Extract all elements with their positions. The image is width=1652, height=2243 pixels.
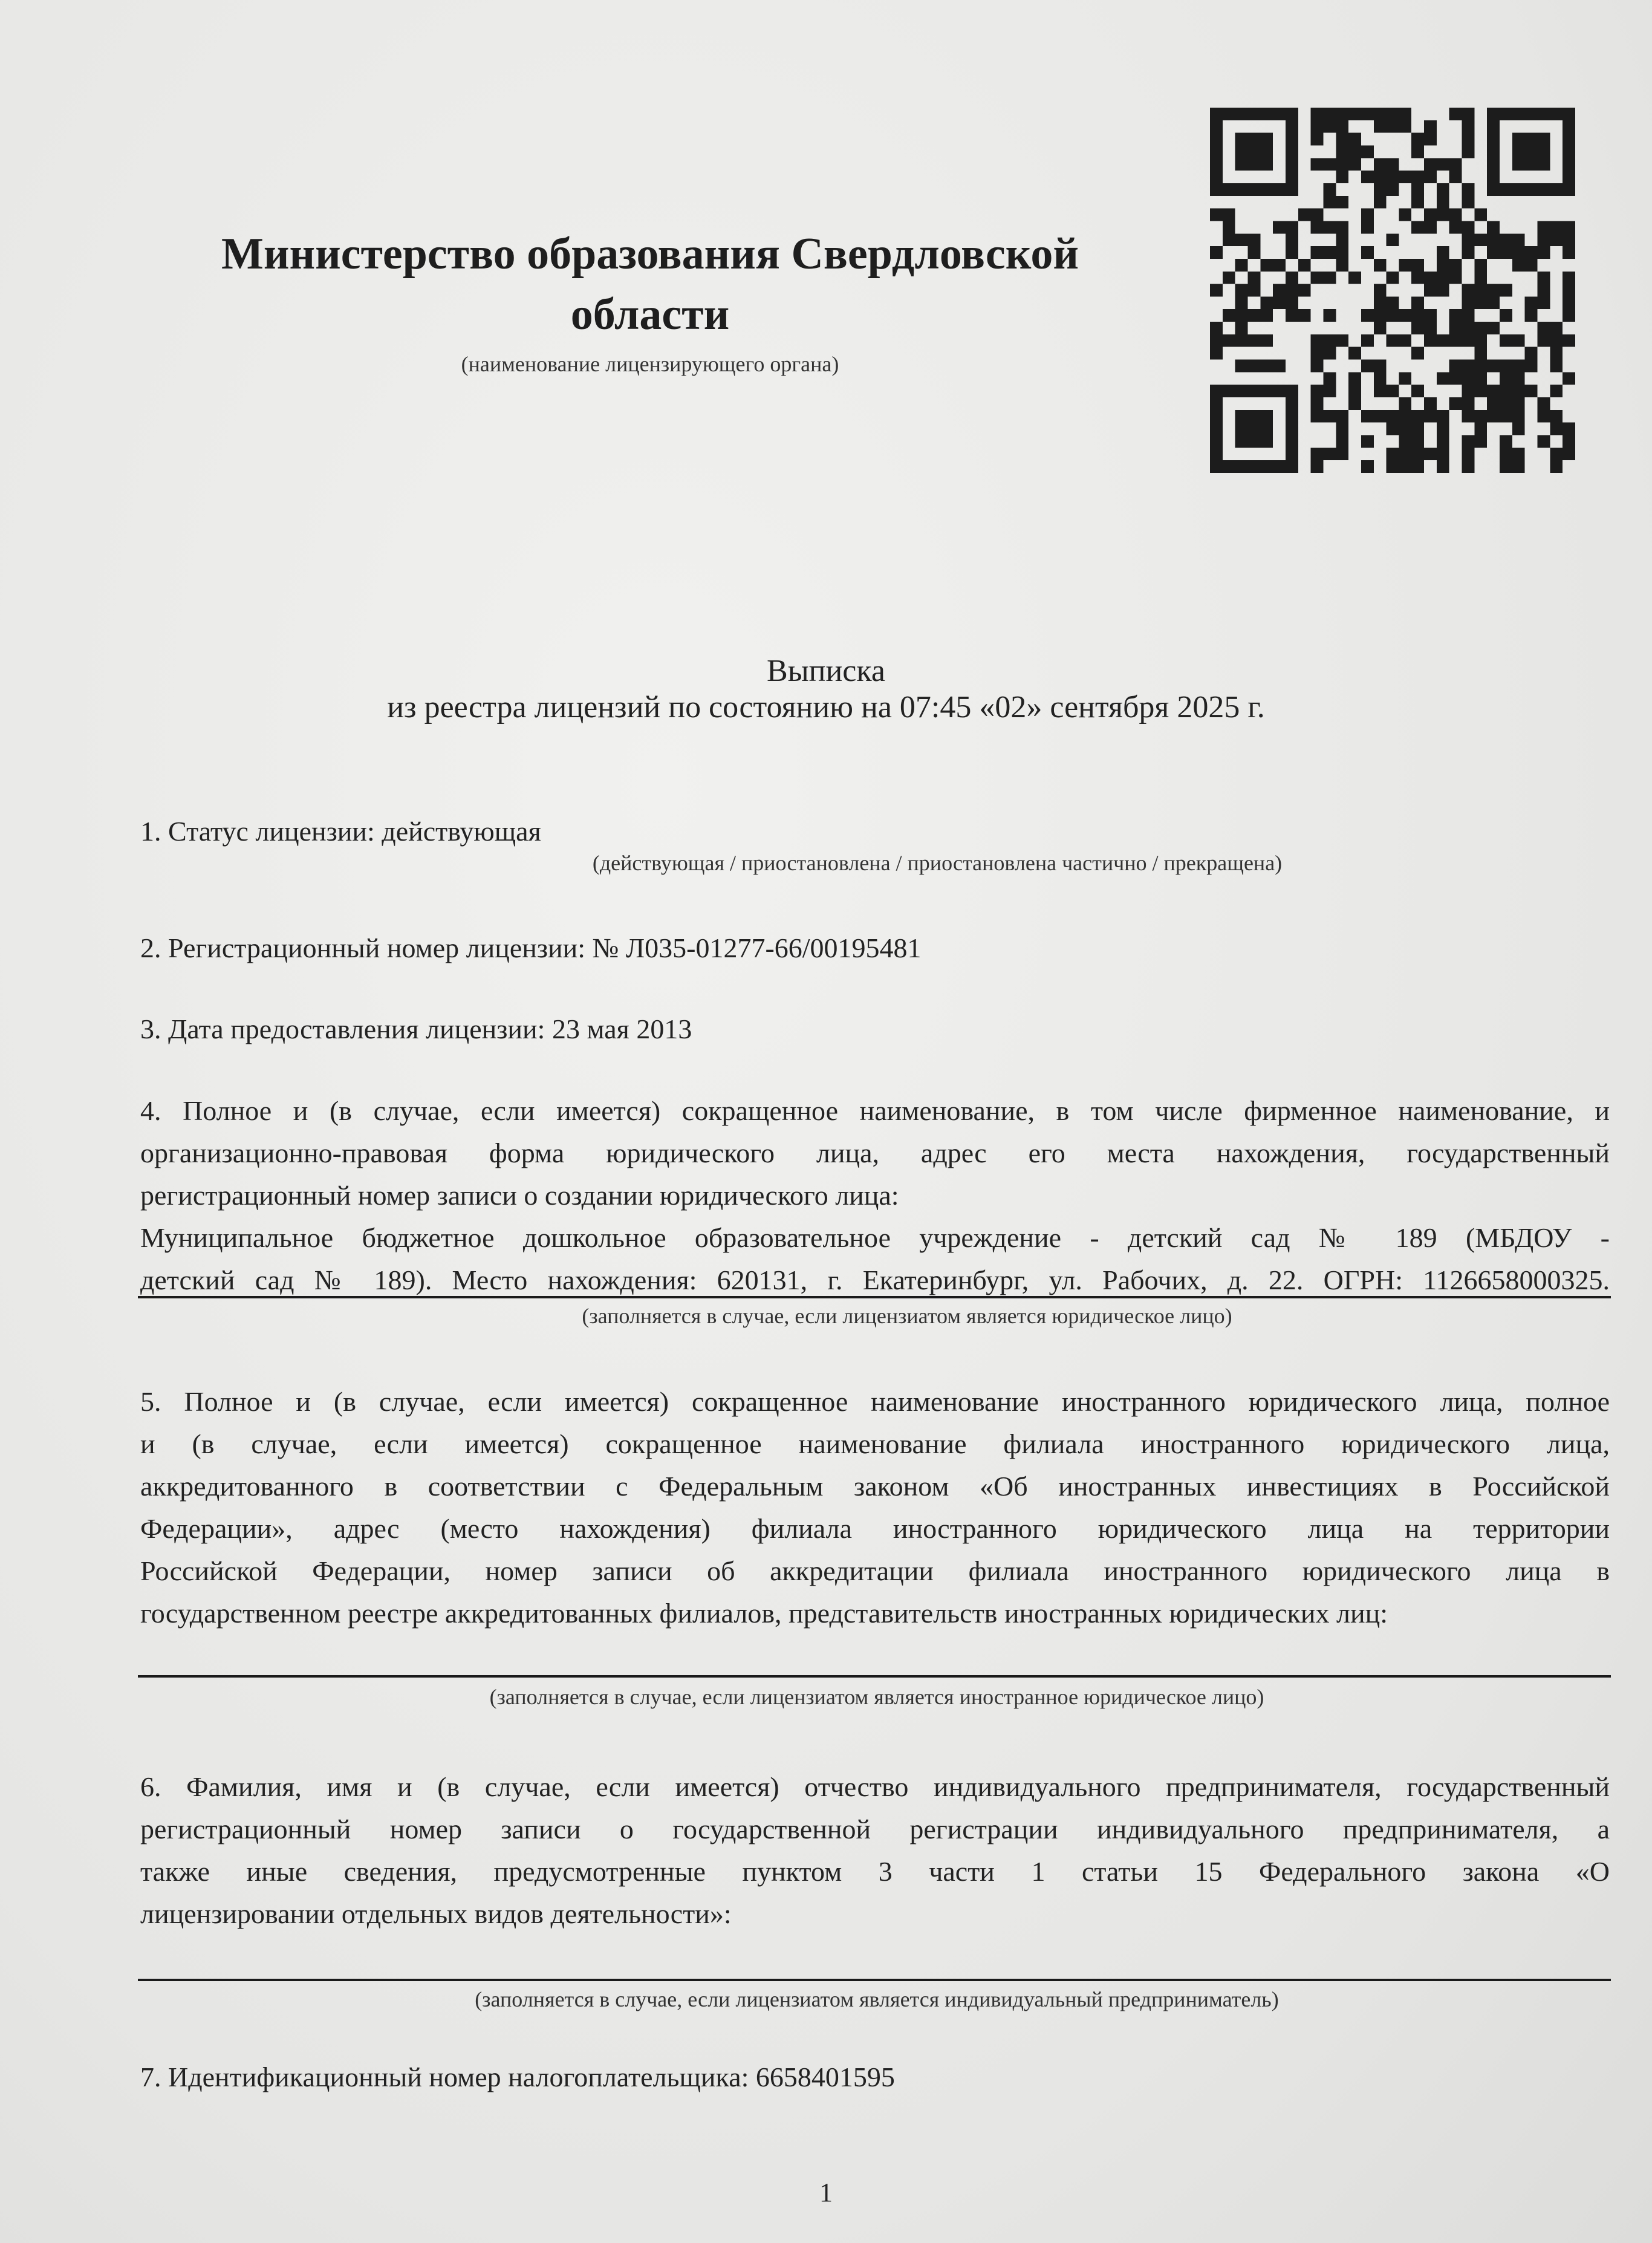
- document-title: Выписка: [767, 654, 885, 688]
- entrepreneur-caption: (заполняется в случае, если лицензиатом является индивидуальный предприниматель): [475, 1987, 1279, 2011]
- foreign-entity-line: и (в случае, если имеется) сокращенное наименование филиала иностранного юридического лица,: [140, 1428, 1610, 1459]
- authority-name-line1: Министерство образования Свердловской: [221, 229, 1079, 279]
- license-status-caption: (действующая / приостановлена / приостановлена частично / прекращена): [592, 851, 1283, 875]
- entrepreneur-line: 6. Фамилия, имя и (в случае, если имеется) отчество индивидуального предпринимателя, государственный: [140, 1771, 1610, 1802]
- foreign-entity-line: 5. Полное и (в случае, если имеется) сокращенное наименование иностранного юридического лица, полное: [140, 1386, 1610, 1417]
- legal-entity-line: 4. Полное и (в случае, если имеется) сокращенное наименование, в том числе фирменное наименование, и: [140, 1095, 1610, 1126]
- foreign-entity-line: государственном реестре аккредитованных филиалов, представительств иностранных юридических лиц:: [140, 1598, 1388, 1629]
- legal-entity-section: [140, 1090, 1610, 1301]
- license-status: 1. Статус лицензии: действующая: [140, 816, 541, 847]
- legal-entity-name-line: детский сад № 189). Место нахождения: 620131, г. Екатеринбург, ул. Рабочих, д. 22. ОГРН: 1126658000325.: [140, 1265, 1610, 1295]
- foreign-entity-line: Российской Федерации, номер записи об аккредитации филиала иностранного юридического лица в: [140, 1555, 1610, 1586]
- licensing-authority-block: [181, 224, 1119, 379]
- document-subtitle: из реестра лицензий по состоянию на 07:45 «02» сентября 2025 г.: [387, 690, 1265, 724]
- foreign-entity-line: аккредитованного в соответствии с Федеральным законом «Об иностранных инвестициях в Российской: [140, 1471, 1610, 1502]
- qr-code-icon: [1203, 108, 1582, 473]
- taxpayer-id: 7. Идентификационный номер налогоплательщика: 6658401595: [140, 2062, 895, 2092]
- legal-entity-line: регистрационный номер записи о создании юридического лица:: [140, 1180, 899, 1211]
- entrepreneur-line: лицензировании отдельных видов деятельности»:: [140, 1898, 732, 1929]
- legal-entity-rule: [138, 1296, 1611, 1298]
- entrepreneur-line: регистрационный номер записи о государственной регистрации индивидуального предпринимателя, а: [140, 1814, 1610, 1844]
- legal-entity-caption: (заполняется в случае, если лицензиатом является юридическое лицо): [582, 1304, 1232, 1328]
- foreign-entity-line: Федерации», адрес (место нахождения) филиала иностранного юридического лица на территории: [140, 1513, 1610, 1544]
- foreign-entity-caption: (заполняется в случае, если лицензиатом является иностранное юридическое лицо): [489, 1685, 1264, 1709]
- registration-number: 2. Регистрационный номер лицензии: № Л035-01277-66/00195481: [140, 933, 922, 963]
- entrepreneur-rule: [138, 1979, 1611, 1981]
- foreign-entity-section: [140, 1381, 1610, 1635]
- license-grant-date: 3. Дата предоставления лицензии: 23 мая 2013: [140, 1014, 692, 1044]
- page-number: 1: [819, 2178, 833, 2207]
- entrepreneur-section: [140, 1766, 1610, 1935]
- authority-name-line2: области: [570, 290, 730, 339]
- foreign-entity-rule: [138, 1675, 1611, 1678]
- legal-entity-line: организационно-правовая форма юридического лица, адрес его места нахождения, государственный: [140, 1138, 1610, 1168]
- entrepreneur-line: также иные сведения, предусмотренные пунктом 3 части 1 статьи 15 Федерального закона «О: [140, 1856, 1610, 1887]
- authority-caption: (наименование лицензирующего органа): [461, 352, 839, 376]
- legal-entity-name-line: Муниципальное бюджетное дошкольное образовательное учреждение - детский сад № 189 (МБДОУ -: [140, 1222, 1610, 1253]
